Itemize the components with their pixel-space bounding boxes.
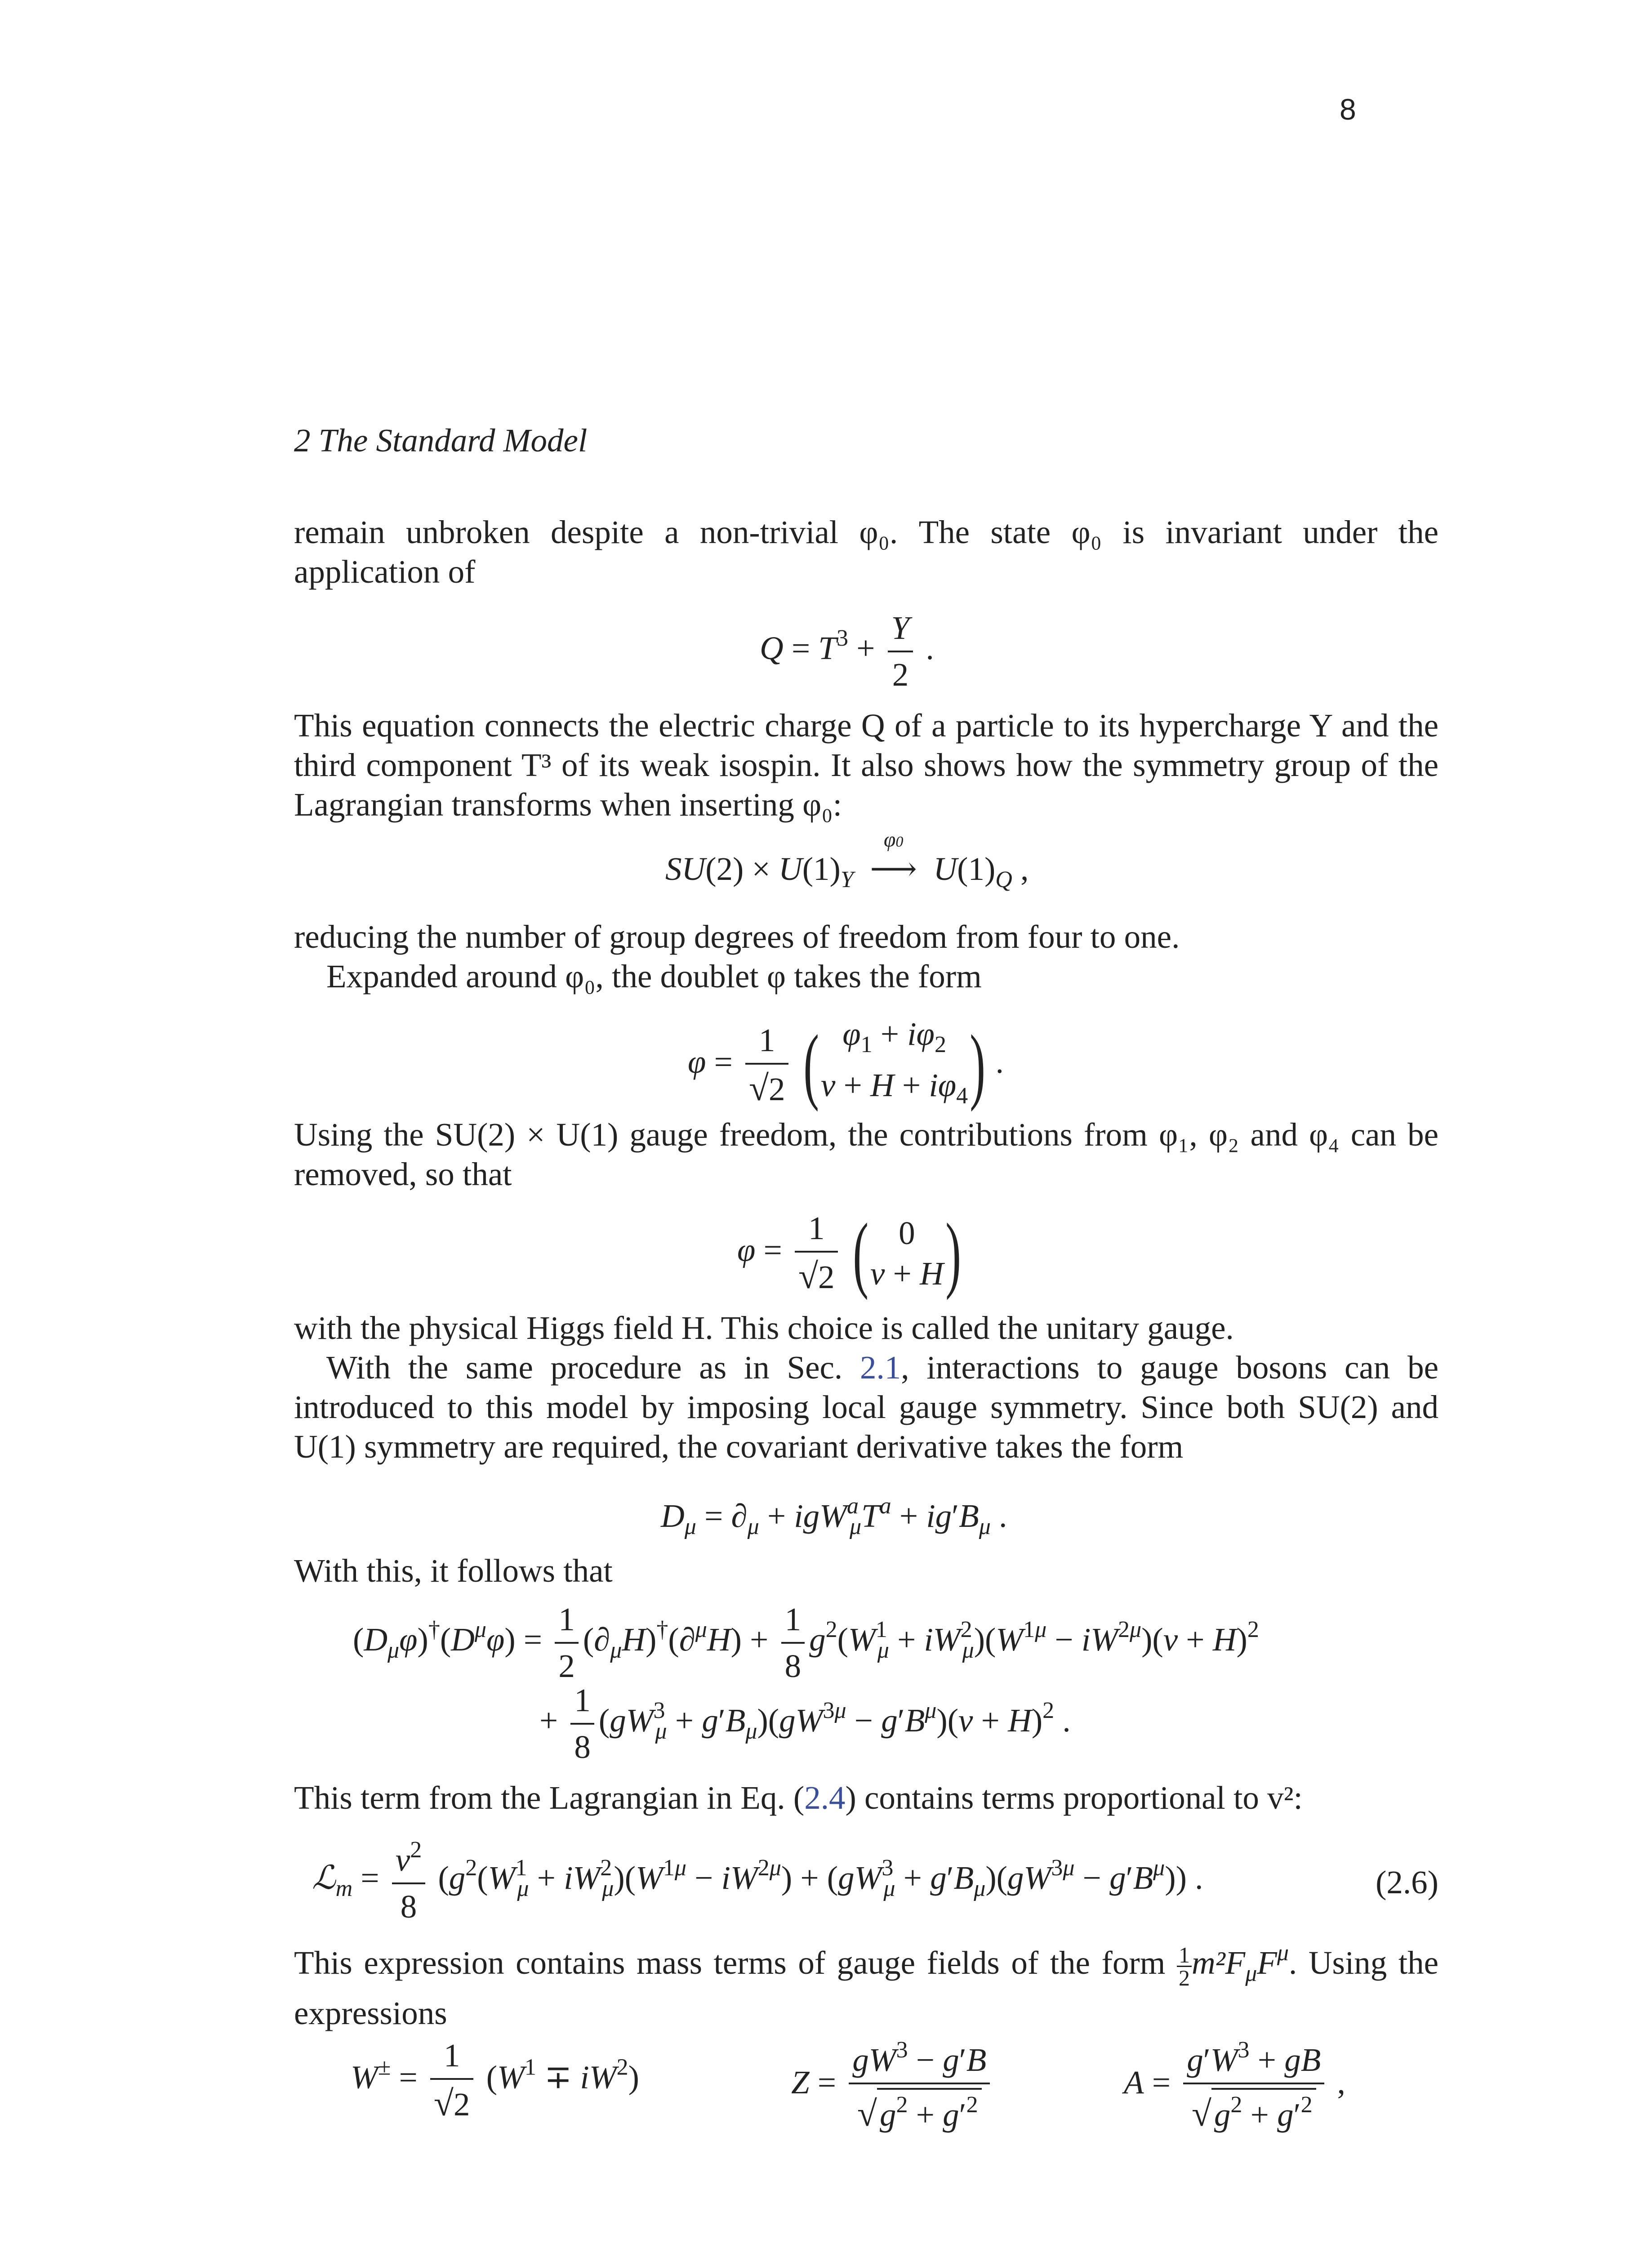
equation-photon: A = $\frac{g'W^3 + gB}{√g^2 + g'^2}$ , <box>1124 2037 1345 2134</box>
equation-link[interactable]: 2.4 <box>804 1780 846 1816</box>
text-span: This expression contains mass terms of gauge fields of the form <box>294 1945 1177 1981</box>
text-span: F <box>1257 1945 1277 1981</box>
paragraph: Expanded around φ₀, the doublet φ takes the form <box>326 958 982 995</box>
paragraph: remain unbroken despite a non-trivial φ₀. The state φ₀ is invariant under the application of <box>294 514 1438 590</box>
paragraph: This equation connects the electric charge Q of a particle to its hypercharge Y and the third component T³ of its weak isospin. It also shows how the symmetry group of the Lagrangian transforms when inserting φ₀: <box>294 707 1438 823</box>
paragraph: With this, it follows that <box>294 1552 613 1589</box>
text-span: With the same procedure as in Sec. <box>326 1349 860 1386</box>
paragraph <box>294 1348 1438 1467</box>
paragraph: reducing the number of group degrees of freedom from four to one. <box>294 919 1180 955</box>
equation-w-boson: W± = $\frac{1}{√2}$ $(W^1 \mp iW^2)$ <box>351 2037 639 2123</box>
paragraph: Using the SU(2) × U(1) gauge freedom, the contributions from φ₁, φ₂ and φ₄ can be removed, so that <box>294 1116 1438 1192</box>
equation-kinetic-term-line1: $(D_\mu\varphi)^\dagger(D^\mu\varphi)$ = $\frac{1}{2}$ $(\partial_\mu H)^\dagger(\partial^\mu H)$ + $\frac{1}{8}$ $g^2(W^1_\mu + iW^2_\mu)(W^{1\mu} - iW^{2\mu})(v + H)^2$ <box>353 1601 1259 1684</box>
equation-doublet: φ = $\frac{1}{√2}$ ( $\varphi_1 + i\varphi_2$ $v + H + i\varphi_4$ ) . <box>688 1016 1004 1112</box>
paragraph <box>294 1778 1438 1818</box>
paragraph: with the physical Higgs field H. This choice is called the unitary gauge. <box>294 1310 1234 1346</box>
text-span: This term from the Lagrangian in Eq. ( <box>294 1780 805 1816</box>
equation-symmetry-breaking: $SU(2) \times U(1)_Y$ φ0 ⟶ $U(1)_Q$ , <box>665 828 1029 892</box>
equation-z-boson: Z = $\frac{gW^3 - g'B}{√g^2 + g'^2}$ <box>791 2037 994 2135</box>
text-span: m²F <box>1191 1945 1246 1981</box>
text-span: . Using the expressions <box>294 1945 1438 2031</box>
equation-unitary-gauge: φ = $\frac{1}{√2}$ ( 0 v + H ) <box>737 1206 961 1301</box>
running-head: 2 The Standard Model <box>294 422 588 459</box>
section-link[interactable]: 2.1 <box>859 1349 901 1386</box>
text-span: , interactions to gauge bosons can be introduced to this model by imposing local gauge symmetry. Since both SU(2) and U(1) symmetry are required, the covariant derivative takes the form <box>294 1349 1438 1465</box>
equation-charge: $Q = T^3$ + $\frac{Y}{2}$ . <box>760 610 934 693</box>
equation-kinetic-term-line2: + $\frac{1}{8}$ $(gW^3_\mu + g'B_\mu)(gW^{3\mu} - g'B^\mu)(v + H)^2$ . <box>539 1682 1071 1765</box>
equation-mass-lagrangian: ℒ$_m$ = $\frac{v^2}{8}$ $(g^2(W^1_\mu + iW^2_\mu)(W^{1\mu} - iW^{2\mu}) + (gW^3_\mu + g'B_\mu)(gW^{3\mu} - g'B^\mu))$ . (2.6) <box>312 1837 1438 1925</box>
text-span: ) contains terms proportional to v²: <box>845 1780 1303 1816</box>
equation-number: (2.6) <box>1376 1864 1438 1900</box>
page-number: 8 <box>1340 93 1356 126</box>
equation-covariant-derivative: $D_\mu = \partial_\mu + igW^a_\mu T^a + ig'B_\mu$ . <box>661 1493 1007 1539</box>
paragraph: This expression contains mass terms of gauge fields of the form $\frac{1}{2}$ $m^2F_\mu F^\mu$. Using the expressions <box>294 1940 1438 2031</box>
